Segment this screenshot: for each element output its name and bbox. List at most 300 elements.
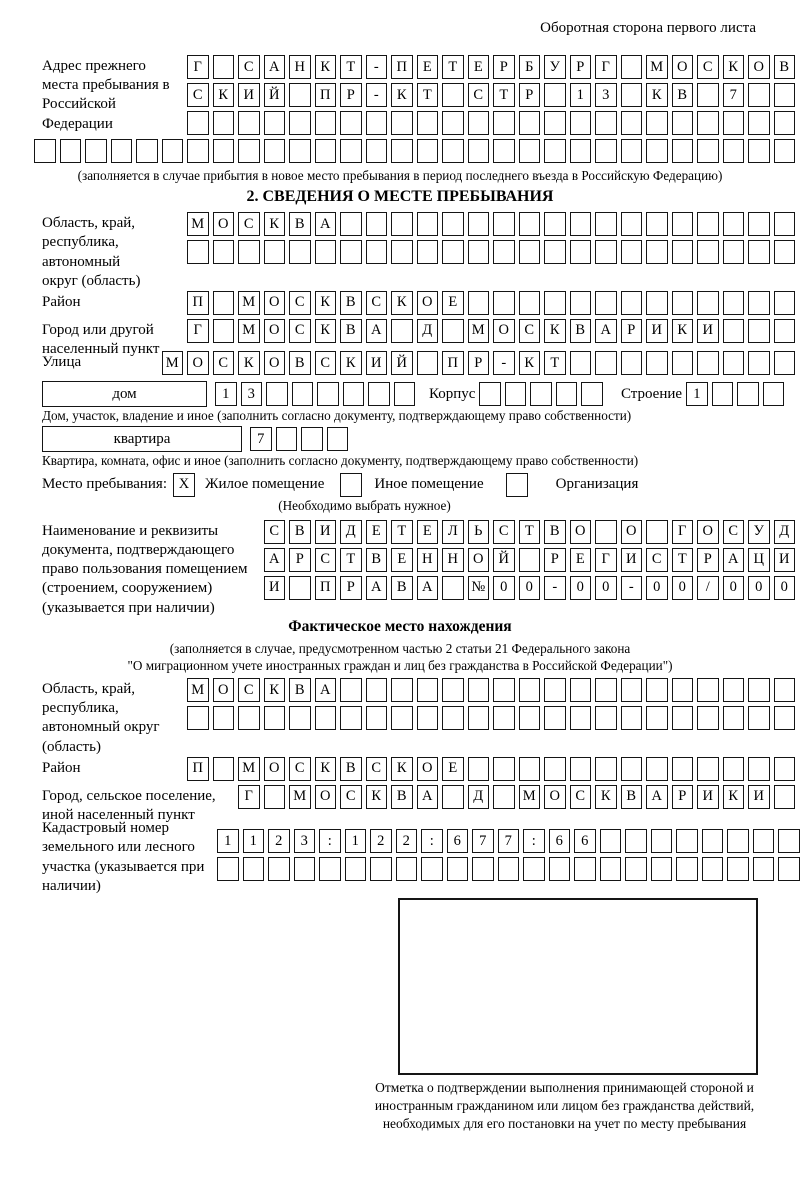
char-cell[interactable]: 1 [243, 829, 265, 853]
char-cell[interactable]: Н [442, 548, 464, 572]
char-cell[interactable] [723, 139, 745, 163]
char-cell[interactable]: С [238, 55, 260, 79]
char-cell[interactable]: П [187, 757, 209, 781]
char-cell[interactable] [391, 111, 413, 135]
char-cell[interactable]: К [366, 785, 388, 809]
char-cell[interactable]: А [417, 785, 439, 809]
char-cell[interactable] [697, 83, 719, 107]
char-cell[interactable]: № [468, 576, 490, 600]
char-cell[interactable]: Е [442, 291, 464, 315]
char-cell[interactable] [289, 240, 311, 264]
char-cell[interactable] [646, 291, 668, 315]
char-cell[interactable] [519, 212, 541, 236]
char-cell[interactable] [523, 857, 545, 881]
char-cell[interactable] [723, 319, 745, 343]
char-cell[interactable] [595, 678, 617, 702]
char-cell[interactable] [702, 857, 724, 881]
char-cell[interactable]: Д [417, 319, 439, 343]
char-cell[interactable] [651, 829, 673, 853]
char-cell[interactable]: Р [340, 83, 362, 107]
char-cell[interactable] [595, 351, 617, 375]
char-cell[interactable]: Г [187, 55, 209, 79]
char-cell[interactable] [468, 291, 490, 315]
char-cell[interactable] [472, 857, 494, 881]
char-cell[interactable] [391, 139, 413, 163]
zhiloe-checkbox[interactable]: X [173, 473, 195, 497]
char-cell[interactable]: Р [519, 83, 541, 107]
char-cell[interactable] [366, 240, 388, 264]
char-cell[interactable]: О [187, 351, 209, 375]
char-cell[interactable] [340, 240, 362, 264]
char-cell[interactable]: К [391, 83, 413, 107]
char-cell[interactable] [570, 291, 592, 315]
char-cell[interactable] [595, 240, 617, 264]
char-cell[interactable]: 7 [250, 427, 272, 451]
char-cell[interactable]: М [646, 55, 668, 79]
char-cell[interactable] [595, 706, 617, 730]
char-cell[interactable] [442, 83, 464, 107]
char-cell[interactable] [621, 55, 643, 79]
char-cell[interactable] [417, 351, 439, 375]
char-cell[interactable] [544, 212, 566, 236]
char-cell[interactable]: / [697, 576, 719, 600]
char-cell[interactable]: К [264, 212, 286, 236]
char-cell[interactable] [315, 240, 337, 264]
char-cell[interactable] [621, 678, 643, 702]
char-cell[interactable]: Р [697, 548, 719, 572]
char-cell[interactable]: В [774, 55, 796, 79]
char-cell[interactable] [697, 706, 719, 730]
char-cell[interactable]: И [366, 351, 388, 375]
char-cell[interactable]: К [315, 291, 337, 315]
char-cell[interactable] [366, 111, 388, 135]
char-cell[interactable]: О [544, 785, 566, 809]
char-cell[interactable] [570, 139, 592, 163]
char-cell[interactable]: О [264, 351, 286, 375]
char-cell[interactable] [672, 291, 694, 315]
char-cell[interactable] [621, 757, 643, 781]
char-cell[interactable]: М [187, 212, 209, 236]
char-cell[interactable]: 2 [370, 829, 392, 853]
char-cell[interactable] [519, 706, 541, 730]
char-cell[interactable] [748, 319, 770, 343]
char-cell[interactable]: П [315, 576, 337, 600]
char-cell[interactable] [737, 382, 759, 406]
char-cell[interactable] [468, 757, 490, 781]
char-cell[interactable]: О [417, 757, 439, 781]
char-cell[interactable] [672, 240, 694, 264]
char-cell[interactable]: Е [417, 520, 439, 544]
char-cell[interactable]: В [621, 785, 643, 809]
char-cell[interactable] [340, 111, 362, 135]
char-cell[interactable] [468, 111, 490, 135]
char-cell[interactable] [676, 857, 698, 881]
char-cell[interactable] [595, 291, 617, 315]
char-cell[interactable] [774, 678, 796, 702]
char-cell[interactable] [187, 706, 209, 730]
char-cell[interactable]: С [315, 548, 337, 572]
char-cell[interactable] [264, 706, 286, 730]
char-cell[interactable]: 1 [345, 829, 367, 853]
char-cell[interactable] [213, 291, 235, 315]
char-cell[interactable] [276, 427, 298, 451]
char-cell[interactable]: : [421, 829, 443, 853]
char-cell[interactable]: И [697, 785, 719, 809]
char-cell[interactable]: А [723, 548, 745, 572]
char-cell[interactable] [672, 212, 694, 236]
char-cell[interactable]: Т [340, 55, 362, 79]
char-cell[interactable] [85, 139, 107, 163]
char-cell[interactable]: 3 [294, 829, 316, 853]
char-cell[interactable]: Т [391, 520, 413, 544]
char-cell[interactable]: В [289, 678, 311, 702]
char-cell[interactable]: У [544, 55, 566, 79]
char-cell[interactable] [493, 757, 515, 781]
char-cell[interactable] [366, 706, 388, 730]
char-cell[interactable]: 2 [396, 829, 418, 853]
char-cell[interactable]: 0 [595, 576, 617, 600]
char-cell[interactable] [600, 829, 622, 853]
char-cell[interactable] [493, 678, 515, 702]
char-cell[interactable]: 6 [447, 829, 469, 853]
char-cell[interactable]: К [723, 785, 745, 809]
char-cell[interactable] [697, 351, 719, 375]
char-cell[interactable]: К [315, 757, 337, 781]
char-cell[interactable] [544, 291, 566, 315]
char-cell[interactable] [238, 139, 260, 163]
char-cell[interactable] [394, 382, 416, 406]
char-cell[interactable] [396, 857, 418, 881]
char-cell[interactable]: 3 [241, 382, 263, 406]
char-cell[interactable] [442, 576, 464, 600]
char-cell[interactable] [468, 212, 490, 236]
char-cell[interactable]: Р [544, 548, 566, 572]
char-cell[interactable]: И [264, 576, 286, 600]
char-cell[interactable] [442, 139, 464, 163]
char-cell[interactable] [544, 111, 566, 135]
char-cell[interactable] [442, 240, 464, 264]
char-cell[interactable]: 1 [686, 382, 708, 406]
char-cell[interactable] [292, 382, 314, 406]
char-cell[interactable] [468, 139, 490, 163]
char-cell[interactable]: Т [417, 83, 439, 107]
char-cell[interactable]: : [523, 829, 545, 853]
char-cell[interactable]: О [468, 548, 490, 572]
char-cell[interactable] [519, 678, 541, 702]
char-cell[interactable] [727, 829, 749, 853]
char-cell[interactable]: А [264, 55, 286, 79]
char-cell[interactable] [748, 291, 770, 315]
char-cell[interactable]: О [748, 55, 770, 79]
char-cell[interactable] [646, 111, 668, 135]
char-cell[interactable] [315, 111, 337, 135]
char-cell[interactable]: И [697, 319, 719, 343]
char-cell[interactable]: А [366, 576, 388, 600]
char-cell[interactable] [672, 111, 694, 135]
char-cell[interactable] [574, 857, 596, 881]
char-cell[interactable]: К [519, 351, 541, 375]
char-cell[interactable]: Р [289, 548, 311, 572]
char-cell[interactable] [697, 111, 719, 135]
char-cell[interactable]: Д [774, 520, 796, 544]
char-cell[interactable]: С [340, 785, 362, 809]
char-cell[interactable] [136, 139, 158, 163]
char-cell[interactable]: Н [289, 55, 311, 79]
char-cell[interactable]: 1 [570, 83, 592, 107]
char-cell[interactable]: Р [340, 576, 362, 600]
char-cell[interactable] [748, 111, 770, 135]
char-cell[interactable] [468, 678, 490, 702]
char-cell[interactable] [748, 212, 770, 236]
char-cell[interactable]: С [264, 520, 286, 544]
char-cell[interactable] [289, 576, 311, 600]
char-cell[interactable]: М [238, 319, 260, 343]
char-cell[interactable] [570, 706, 592, 730]
char-cell[interactable] [317, 382, 339, 406]
char-cell[interactable] [748, 706, 770, 730]
char-cell[interactable] [442, 212, 464, 236]
char-cell[interactable]: 0 [493, 576, 515, 600]
char-cell[interactable]: А [646, 785, 668, 809]
char-cell[interactable] [264, 139, 286, 163]
char-cell[interactable]: 0 [672, 576, 694, 600]
char-cell[interactable]: Й [391, 351, 413, 375]
char-cell[interactable]: 0 [774, 576, 796, 600]
char-cell[interactable] [519, 139, 541, 163]
char-cell[interactable] [727, 857, 749, 881]
char-cell[interactable] [697, 240, 719, 264]
char-cell[interactable]: Ь [468, 520, 490, 544]
char-cell[interactable]: 7 [472, 829, 494, 853]
char-cell[interactable]: Т [519, 520, 541, 544]
char-cell[interactable]: Й [493, 548, 515, 572]
char-cell[interactable]: С [238, 212, 260, 236]
char-cell[interactable] [366, 212, 388, 236]
char-cell[interactable]: С [723, 520, 745, 544]
char-cell[interactable] [621, 212, 643, 236]
char-cell[interactable] [301, 427, 323, 451]
char-cell[interactable] [493, 212, 515, 236]
char-cell[interactable] [748, 351, 770, 375]
char-cell[interactable] [646, 240, 668, 264]
char-cell[interactable] [442, 706, 464, 730]
char-cell[interactable] [391, 678, 413, 702]
char-cell[interactable]: И [315, 520, 337, 544]
char-cell[interactable]: С [493, 520, 515, 544]
char-cell[interactable] [345, 857, 367, 881]
char-cell[interactable] [625, 829, 647, 853]
char-cell[interactable] [774, 351, 796, 375]
char-cell[interactable] [162, 139, 184, 163]
char-cell[interactable] [391, 706, 413, 730]
char-cell[interactable]: Г [187, 319, 209, 343]
char-cell[interactable] [723, 212, 745, 236]
char-cell[interactable] [238, 240, 260, 264]
char-cell[interactable] [697, 139, 719, 163]
char-cell[interactable]: С [213, 351, 235, 375]
char-cell[interactable]: В [289, 520, 311, 544]
char-cell[interactable]: 0 [748, 576, 770, 600]
char-cell[interactable] [646, 139, 668, 163]
char-cell[interactable]: Т [340, 548, 362, 572]
char-cell[interactable] [723, 240, 745, 264]
char-cell[interactable]: П [442, 351, 464, 375]
char-cell[interactable] [60, 139, 82, 163]
char-cell[interactable]: В [340, 319, 362, 343]
char-cell[interactable] [753, 857, 775, 881]
char-cell[interactable]: В [340, 291, 362, 315]
char-cell[interactable] [493, 291, 515, 315]
char-cell[interactable]: В [340, 757, 362, 781]
char-cell[interactable]: Г [238, 785, 260, 809]
char-cell[interactable] [600, 857, 622, 881]
char-cell[interactable] [264, 240, 286, 264]
char-cell[interactable]: Р [493, 55, 515, 79]
char-cell[interactable]: К [723, 55, 745, 79]
char-cell[interactable]: В [570, 319, 592, 343]
char-cell[interactable] [213, 111, 235, 135]
char-cell[interactable] [621, 111, 643, 135]
char-cell[interactable]: А [315, 678, 337, 702]
char-cell[interactable] [327, 427, 349, 451]
char-cell[interactable]: С [570, 785, 592, 809]
char-cell[interactable] [570, 757, 592, 781]
char-cell[interactable]: М [468, 319, 490, 343]
char-cell[interactable]: К [315, 319, 337, 343]
char-cell[interactable] [519, 240, 541, 264]
char-cell[interactable]: И [774, 548, 796, 572]
char-cell[interactable] [672, 139, 694, 163]
char-cell[interactable] [646, 351, 668, 375]
char-cell[interactable]: О [213, 678, 235, 702]
char-cell[interactable] [243, 857, 265, 881]
char-cell[interactable] [774, 240, 796, 264]
char-cell[interactable] [315, 706, 337, 730]
char-cell[interactable] [778, 857, 800, 881]
char-cell[interactable]: К [544, 319, 566, 343]
char-cell[interactable]: 0 [646, 576, 668, 600]
char-cell[interactable]: С [519, 319, 541, 343]
char-cell[interactable] [187, 111, 209, 135]
char-cell[interactable]: Е [442, 757, 464, 781]
char-cell[interactable]: А [315, 212, 337, 236]
char-cell[interactable] [748, 83, 770, 107]
char-cell[interactable] [289, 706, 311, 730]
char-cell[interactable] [723, 757, 745, 781]
char-cell[interactable]: Е [417, 55, 439, 79]
char-cell[interactable] [544, 706, 566, 730]
char-cell[interactable]: Р [672, 785, 694, 809]
char-cell[interactable]: М [187, 678, 209, 702]
char-cell[interactable]: 7 [498, 829, 520, 853]
char-cell[interactable] [417, 240, 439, 264]
char-cell[interactable]: К [315, 55, 337, 79]
char-cell[interactable]: А [417, 576, 439, 600]
char-cell[interactable]: П [187, 291, 209, 315]
char-cell[interactable] [646, 212, 668, 236]
char-cell[interactable]: В [544, 520, 566, 544]
char-cell[interactable]: К [391, 291, 413, 315]
char-cell[interactable]: Ц [748, 548, 770, 572]
char-cell[interactable]: А [366, 319, 388, 343]
char-cell[interactable] [366, 678, 388, 702]
char-cell[interactable] [646, 706, 668, 730]
char-cell[interactable] [493, 706, 515, 730]
char-cell[interactable] [187, 139, 209, 163]
char-cell[interactable] [763, 382, 785, 406]
char-cell[interactable] [294, 857, 316, 881]
char-cell[interactable] [774, 111, 796, 135]
char-cell[interactable] [340, 678, 362, 702]
char-cell[interactable]: О [621, 520, 643, 544]
char-cell[interactable] [748, 139, 770, 163]
char-cell[interactable] [753, 829, 775, 853]
char-cell[interactable] [213, 319, 235, 343]
char-cell[interactable] [774, 291, 796, 315]
char-cell[interactable]: В [391, 576, 413, 600]
char-cell[interactable] [34, 139, 56, 163]
char-cell[interactable] [289, 83, 311, 107]
char-cell[interactable] [213, 240, 235, 264]
char-cell[interactable]: М [238, 291, 260, 315]
char-cell[interactable]: С [315, 351, 337, 375]
char-cell[interactable] [672, 678, 694, 702]
char-cell[interactable]: С [187, 83, 209, 107]
char-cell[interactable] [340, 706, 362, 730]
char-cell[interactable] [621, 83, 643, 107]
char-cell[interactable] [595, 111, 617, 135]
char-cell[interactable]: - [366, 55, 388, 79]
char-cell[interactable] [595, 212, 617, 236]
char-cell[interactable] [697, 291, 719, 315]
char-cell[interactable] [505, 382, 527, 406]
char-cell[interactable] [391, 319, 413, 343]
char-cell[interactable] [621, 291, 643, 315]
char-cell[interactable]: Т [442, 55, 464, 79]
char-cell[interactable] [774, 785, 796, 809]
char-cell[interactable] [556, 382, 578, 406]
char-cell[interactable]: - [493, 351, 515, 375]
char-cell[interactable]: С [366, 757, 388, 781]
char-cell[interactable]: К [238, 351, 260, 375]
char-cell[interactable]: В [289, 351, 311, 375]
char-cell[interactable] [723, 678, 745, 702]
char-cell[interactable] [748, 240, 770, 264]
char-cell[interactable] [712, 382, 734, 406]
char-cell[interactable] [111, 139, 133, 163]
char-cell[interactable]: М [238, 757, 260, 781]
char-cell[interactable] [417, 212, 439, 236]
char-cell[interactable] [417, 678, 439, 702]
char-cell[interactable]: : [319, 829, 341, 853]
char-cell[interactable] [417, 706, 439, 730]
char-cell[interactable] [570, 111, 592, 135]
char-cell[interactable] [723, 351, 745, 375]
char-cell[interactable]: М [162, 351, 184, 375]
char-cell[interactable] [646, 520, 668, 544]
char-cell[interactable]: И [748, 785, 770, 809]
char-cell[interactable]: О [570, 520, 592, 544]
char-cell[interactable]: 0 [723, 576, 745, 600]
char-cell[interactable] [319, 857, 341, 881]
char-cell[interactable] [530, 382, 552, 406]
char-cell[interactable]: С [289, 319, 311, 343]
char-cell[interactable] [442, 678, 464, 702]
char-cell[interactable] [468, 706, 490, 730]
char-cell[interactable]: 1 [215, 382, 237, 406]
char-cell[interactable]: М [519, 785, 541, 809]
char-cell[interactable]: В [391, 785, 413, 809]
